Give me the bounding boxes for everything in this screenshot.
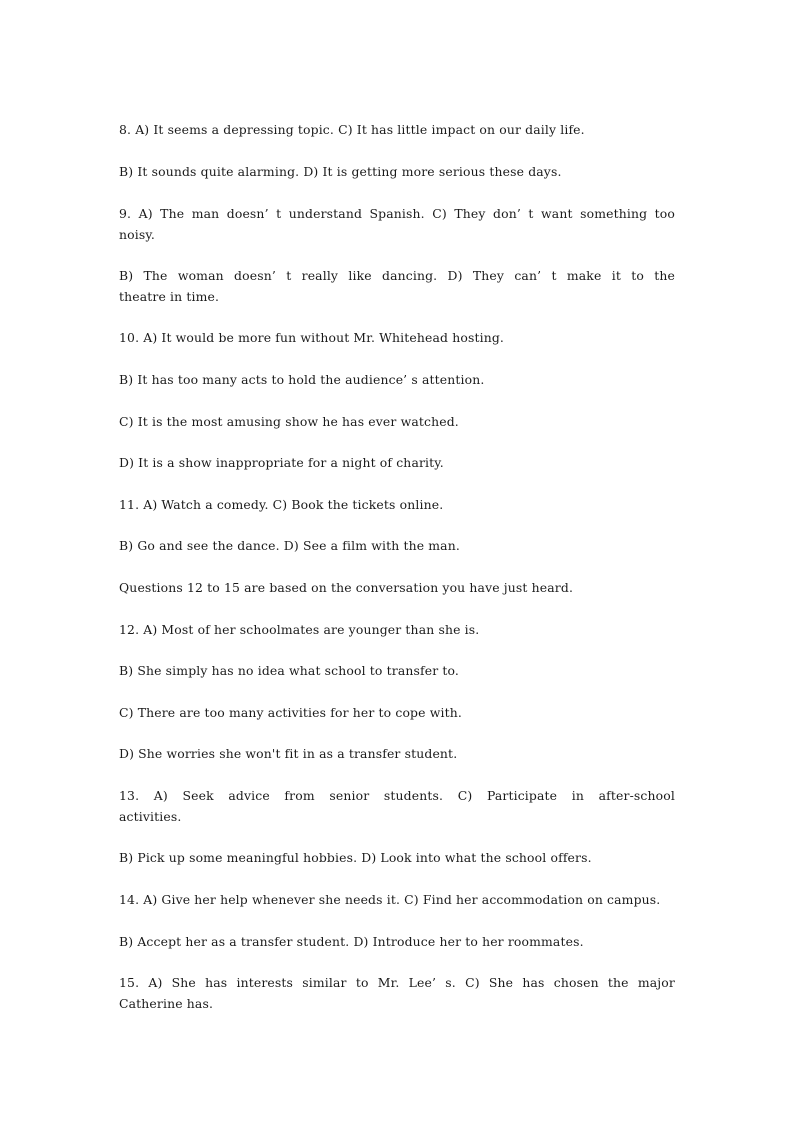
q13-option-ac bbox=[119, 785, 675, 827]
q14-line-2: B) Accept her as a transfer student. D) Introduce her to her roommates. bbox=[119, 934, 584, 949]
q9-line-1: 9. A) The man doesn’ t understand Spanish. C) They don’ t want something too bbox=[119, 206, 675, 221]
q13-option-bd: B) Pick up some meaningful hobbies. D) Look into what the school offers. bbox=[119, 850, 592, 865]
q14-line-1: 14. A) Give her help whenever she needs it. C) Find her accommodation on campus. bbox=[119, 892, 661, 907]
q12-option-b: B) She simply has no idea what school to transfer to. bbox=[119, 663, 460, 678]
q10-option-b: B) It has too many acts to hold the audience’ s attention. bbox=[119, 372, 485, 387]
q11-line-2: B) Go and see the dance. D) See a film with the man. bbox=[119, 538, 460, 553]
q10-option-c: C) It is the most amusing show he has ever watched. bbox=[119, 414, 459, 429]
q9-line-2-cont: theatre in time. bbox=[119, 289, 220, 304]
q15-line-1-cont: Catherine has. bbox=[119, 996, 214, 1011]
q11-line-1: 11. A) Watch a comedy. C) Book the tickets online. bbox=[119, 497, 444, 512]
q9-line-1-cont: noisy. bbox=[119, 227, 155, 242]
q9-line-2: B) The woman doesn’ t really like dancing. D) They can’ t make it to the bbox=[119, 268, 675, 283]
section-instruction: Questions 12 to 15 are based on the conversation you have just heard. bbox=[119, 580, 574, 595]
q10-option-a: 10. A) It would be more fun without Mr. Whitehead hosting. bbox=[119, 330, 505, 345]
q12-option-c: C) There are too many activities for her to cope with. bbox=[119, 705, 462, 720]
q13-line-1-cont: activities. bbox=[119, 809, 182, 824]
q9-option-bd bbox=[119, 265, 675, 307]
q12-option-d: D) She worries she won't fit in as a transfer student. bbox=[119, 746, 458, 761]
q8-line-1: 8. A) It seems a depressing topic. C) It has little impact on our daily life. bbox=[119, 122, 585, 137]
q10-option-d: D) It is a show inappropriate for a night of charity. bbox=[119, 455, 444, 470]
q13-line-1: 13. A) Seek advice from senior students. C) Participate in after-school bbox=[119, 788, 675, 803]
q9-option-ac bbox=[119, 203, 675, 245]
q12-option-a: 12. A) Most of her schoolmates are younger than she is. bbox=[119, 622, 480, 637]
q8-line-2: B) It sounds quite alarming. D) It is getting more serious these days. bbox=[119, 164, 562, 179]
q15-line-1: 15. A) She has interests similar to Mr. Lee’ s. C) She has chosen the major bbox=[119, 975, 675, 990]
q15-option-ac bbox=[119, 972, 675, 1014]
